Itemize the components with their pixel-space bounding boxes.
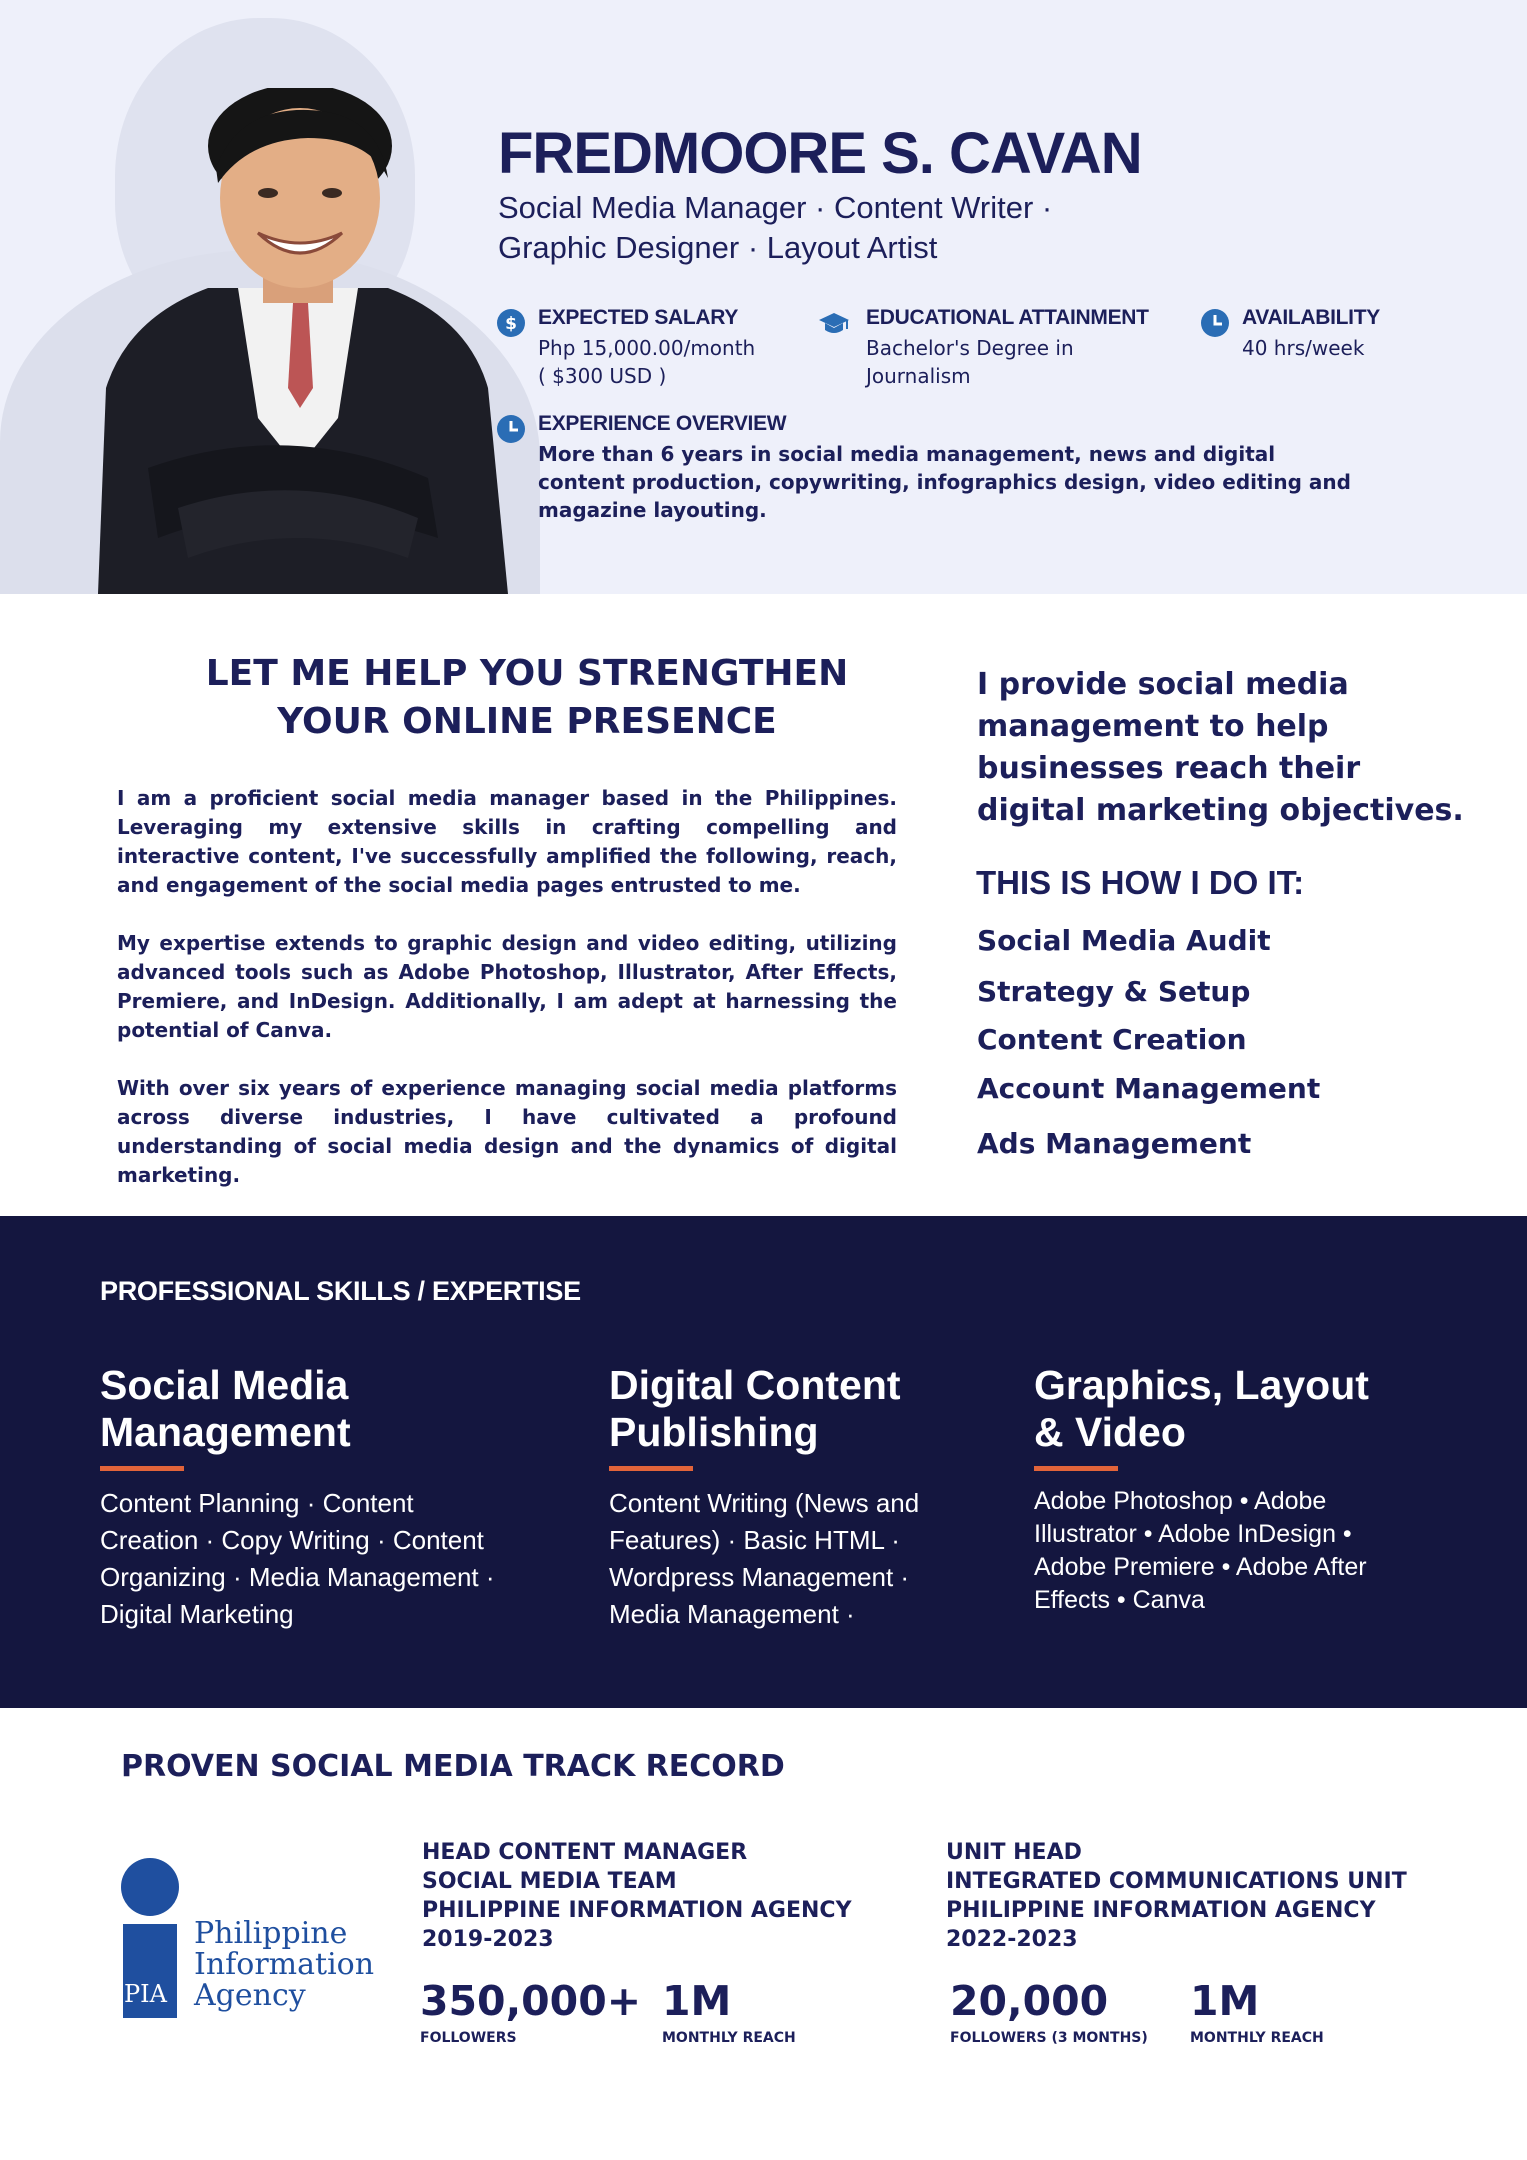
accent-bar <box>100 1466 184 1471</box>
stat-caption: FOLLOWERS <box>420 2030 517 2046</box>
skill-line: Content Writing (News and <box>609 1488 920 1518</box>
availability-label: AVAILABILITY <box>1242 306 1380 329</box>
service-item: Ads Management <box>977 1127 1252 1160</box>
role-line: Social Media Manager · Content Writer · <box>498 190 1053 225</box>
skill-column <box>100 1362 540 1633</box>
salary-label: EXPECTED SALARY <box>538 306 739 329</box>
skill-heading <box>609 1362 1049 1456</box>
clock-icon <box>496 414 526 444</box>
education-label: EDUCATIONAL ATTAINMENT <box>866 306 1149 329</box>
role-line: Graphic Designer · Layout Artist <box>498 230 938 265</box>
pitch-paragraph: With over six years of experience managing social media platforms across diverse industries, I have cultivated a profound understanding of social media design and the dynamics of digital marketing. <box>117 1076 897 1187</box>
pitch-title-line: YOUR ONLINE PRESENCE <box>277 701 777 742</box>
stat <box>1190 1978 1324 2046</box>
pitch-body <box>117 784 897 1219</box>
pitch-title-line: LET ME HELP YOU STRENGTHEN <box>205 653 849 694</box>
education-info <box>824 306 1164 386</box>
skill-heading-line: Digital Content <box>609 1362 901 1408</box>
stat <box>420 1978 641 2046</box>
stat-caption: FOLLOWERS (3 MONTHS) <box>950 2030 1148 2046</box>
skill-heading-line: Publishing <box>609 1409 819 1455</box>
skill-line: Features) · Basic HTML · <box>609 1525 900 1555</box>
skill-column <box>609 1362 1049 1633</box>
skill-line: Digital Marketing <box>100 1599 294 1629</box>
education-value <box>866 334 1074 390</box>
skill-description <box>1034 1485 1474 1617</box>
skills-title: PROFESSIONAL SKILLS / EXPERTISE <box>100 1276 581 1306</box>
stat <box>662 1978 796 2046</box>
skill-description <box>609 1485 1049 1633</box>
skill-description <box>100 1485 540 1633</box>
skill-line: Content Planning · Content <box>100 1488 414 1518</box>
pia-logo-line: Philippine <box>194 1916 348 1951</box>
availability-value: 40 hrs/week <box>1242 336 1365 360</box>
salary-line: Php 15,000.00/month <box>538 336 756 360</box>
clock-icon <box>1200 308 1230 338</box>
pia-logo-line: Agency <box>194 1978 306 2013</box>
stat-value: 20,000 <box>950 1977 1109 2025</box>
skill-heading-line: Social Media <box>100 1362 349 1408</box>
pitch-title <box>117 650 937 746</box>
role-line: PHILIPPINE INFORMATION AGENCY <box>946 1898 1376 1923</box>
graduation-cap-icon <box>816 308 852 338</box>
dollar-icon <box>496 308 526 338</box>
skill-heading-line: Management <box>100 1409 351 1455</box>
person-name: FREDMOORE S. CAVAN <box>498 121 1142 186</box>
svg-text:$: $ <box>505 314 517 334</box>
service-tagline: I provide social media management to help businesses reach their digital marketing objectives. <box>977 667 1464 828</box>
pitch-paragraph: I am a proficient social media manager based in the Philippines. Leveraging my extensive skills in crafting compelling and interactive content, I've successfully amplified the following, reach, and engagement of the social media pages entrusted to me. <box>117 786 897 897</box>
salary-info <box>496 306 796 386</box>
experience-overview <box>496 412 1396 532</box>
stat-value: 1M <box>1190 1977 1260 2025</box>
availability-info <box>1200 306 1420 366</box>
salary-value <box>538 334 755 390</box>
education-line: Journalism <box>866 364 971 388</box>
skill-heading-line: Graphics, Layout <box>1034 1362 1369 1408</box>
role-details <box>946 1838 1407 1954</box>
role-details <box>422 1838 852 1954</box>
skill-line: Organizing · Media Management · <box>100 1562 495 1592</box>
pia-logo-text <box>194 1918 374 2011</box>
skill-line: Creation · Copy Writing · Content <box>100 1525 484 1555</box>
role-line: 2022-2023 <box>946 1927 1078 1952</box>
skills-section <box>0 1216 1527 1708</box>
skill-line: Wordpress Management · <box>609 1562 910 1592</box>
education-line: Bachelor's Degree in <box>866 336 1074 360</box>
skill-heading <box>100 1362 540 1456</box>
service-item: Social Media Audit <box>977 924 1271 957</box>
role-line: SOCIAL MEDIA TEAM <box>422 1869 677 1894</box>
stat-caption: MONTHLY REACH <box>662 2030 796 2046</box>
role-line: HEAD CONTENT MANAGER <box>422 1840 748 1865</box>
track-record-title: PROVEN SOCIAL MEDIA TRACK RECORD <box>121 1749 785 1784</box>
stat-value: 350,000+ <box>420 1977 642 2025</box>
service-item: Content Creation <box>977 1023 1247 1056</box>
experience-text: More than 6 years in social media management, news and digital content production, copywriting, infographics design, video editing and magazine layouting. <box>538 442 1351 522</box>
accent-bar <box>609 1466 693 1471</box>
role-line: INTEGRATED COMMUNICATIONS UNIT <box>946 1869 1407 1894</box>
service-item: Strategy & Setup <box>977 975 1251 1008</box>
skill-line: Illustrator • Adobe InDesign • <box>1034 1520 1352 1548</box>
accent-bar <box>1034 1466 1118 1471</box>
skill-heading-line: & Video <box>1034 1409 1186 1455</box>
service-item: Account Management <box>977 1072 1321 1105</box>
how-title: THIS IS HOW I DO IT: <box>976 864 1305 901</box>
experience-label: EXPERIENCE OVERVIEW <box>538 412 787 435</box>
skill-line: Media Management · <box>609 1599 855 1629</box>
pia-logo-line: Information <box>194 1947 375 1982</box>
stat-caption: MONTHLY REACH <box>1190 2030 1324 2046</box>
profile-header <box>0 0 1527 594</box>
skill-column <box>1034 1362 1474 1617</box>
skill-heading <box>1034 1362 1474 1456</box>
role-line: UNIT HEAD <box>946 1840 1082 1865</box>
pitch-paragraph: My expertise extends to graphic design and video editing, utilizing advanced tools such as Adobe Photoshop, Illustrator, After Effects, Premiere, and InDesign. Additionally, I am adept at harnessing the potential of Canva. <box>117 931 897 1042</box>
role-list <box>498 188 1218 268</box>
role-line: PHILIPPINE INFORMATION AGENCY <box>422 1898 852 1923</box>
salary-line: ( $300 USD ) <box>538 364 667 388</box>
pia-logo-abbr: PIA <box>124 1980 167 2008</box>
profile-photo <box>88 88 508 594</box>
stat-value: 1M <box>662 1977 732 2025</box>
stat <box>950 1978 1148 2046</box>
skill-line: Adobe Premiere • Adobe After <box>1034 1553 1367 1581</box>
skill-line: Adobe Photoshop • Adobe <box>1034 1487 1327 1515</box>
skill-line: Effects • Canva <box>1034 1586 1205 1614</box>
role-line: 2019-2023 <box>422 1927 554 1952</box>
